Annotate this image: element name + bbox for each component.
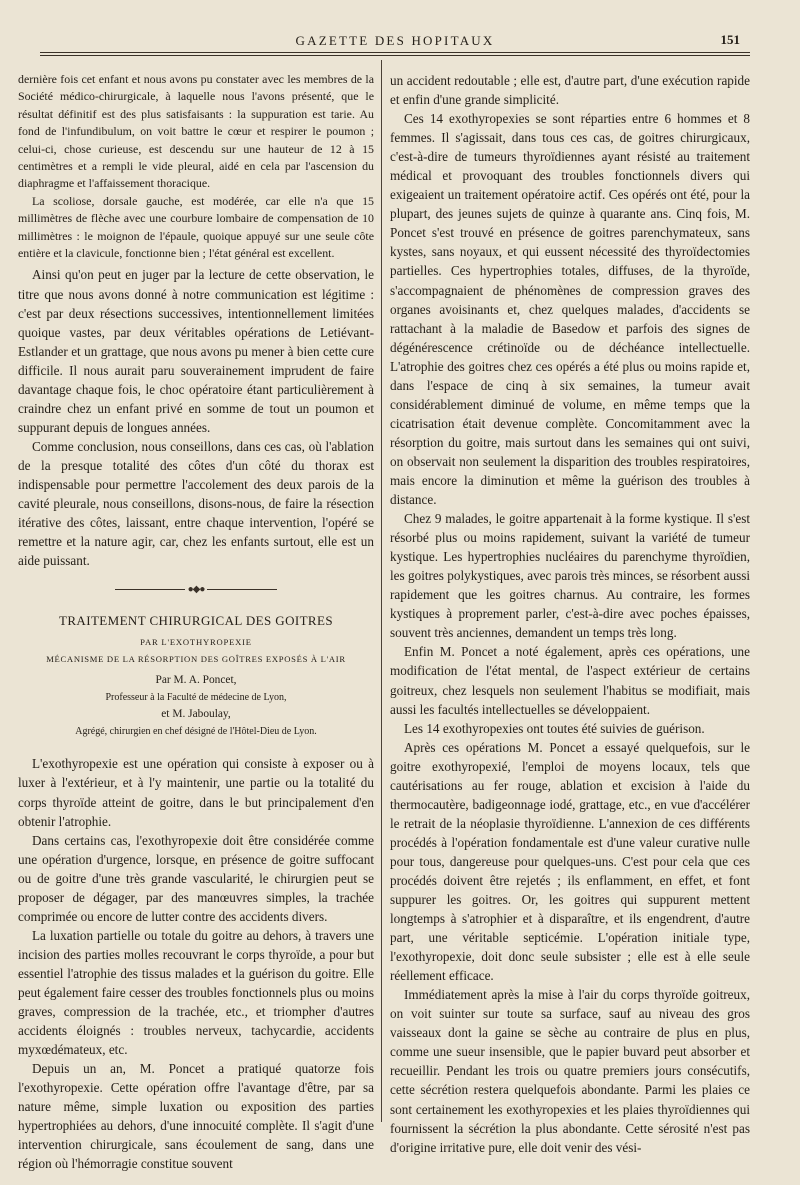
paragraph: Enfin M. Poncet a noté également, après ces opérations, une modification de l'état mental, de l'aspect extérieur de certains goitreux, chez lesquels non seulement l'habitus se modifiait, mais aussi les facultés intellectuelles se développaient. [390, 644, 750, 717]
right-column [390, 71, 750, 1157]
header-rule [40, 52, 750, 53]
paragraph: Depuis un an, M. Poncet a pratiqué quatorze fois l'exothyropexie. Cette opération offre l'avantage d'être, par sa nature même, simple luxation ou exposition des parties hypertrophiées au dehors, d'une innocuité complète. Il s'agit d'une intervention chirurgicale, sans écoulement de sang, dans une région où l'hémorragie constitue souvent [18, 1061, 374, 1172]
paragraph: Après ces opérations M. Poncet a essayé quelquefois, sur le goitre exothyropexié, l'emploi de moyens locaux, tels que cautérisations au fer rouge, ablation et excision à l'aide du thermocautère, badigeonnage iodé, grattage, etc., en vue d'accélérer le retrait de la néoplasie thyroïdienne. L'annexion de ces différents procédés à l'opération fondamentale est d'une valeur curative nulle pour tous, dangereuse pour quelques-uns. C'est pour cela que ces procédés doivent être rejetés ; ils enflamment, en effet, et font suppurer les goitres. Or, les goitres qui suppurent mettent longtemps à s'atrophier et à disparaître, et ils engendrent, d'autre part, une véritable septicémie. L'opération initiale type, l'exothyropexie, doit donc seule subsister ; elle est à elle seule réellement efficace. [390, 739, 750, 984]
author-affiliation: Agrégé, chirurgien en chef désigné de l'Hôtel-Dieu de Lyon. [75, 726, 317, 738]
paragraph: La luxation partielle ou totale du goitre au dehors, à travers une incision des parties molles recouvrant le corps thyroïde, a pour but essentiel l'atrophie des tissus malades et la guérison du goitre. Elle peut également faire cesser des troubles fonctionnels plus ou moins graves, compression de la trachée, etc., et triompher d'autres accidents éloignés : troubles nerveux, tachycardie, accidents myxœdémateux, etc. [18, 927, 374, 1058]
paragraph: Immédiatement après la mise à l'air du corps thyroïde goitreux, on voit suinter sur toute sa surface, sauf au niveau des gros vaisseaux dont la gaine se sèche au contraire de plus en plus, comme une sueur insensible, que le papier buvard peut absorber et recueillir. Pendant les trois ou quatre premiers jours consécutifs, cette sécrétion restera quelquefois abondante. Parmi les plaies ce sont certainement les exothyropexies et les plaies thyroïdiennes qui fournissent la sécrétion la plus abondante. Cette sérosité n'est pas d'origine irritative pure, elle doit venir des vési- [390, 987, 750, 1155]
journal-title: GAZETTE DES HOPITAUX [295, 33, 495, 48]
article-subtitle-2: MÉCANISME DE LA RÉSORPTION DES GOÎTRES EXPOSÉS À L'AIR [46, 654, 346, 665]
paragraph: dernière fois cet enfant et nous avons pu constater avec les membres de la Société médico-chirurgicale, à laquelle nous l'avons présenté, que le résultat définitif est des plus satisfaisants : la suppuration est tarie. Au fond de l'infundibulum, on voit battre le cœur et respirer le poumon ; celui-ci, chose curieuse, est descendu sur une hauteur de 12 à 15 centimètres et a rempli le vide pleural, aidé en cela par l'ascension du diaphragme et l'affaissement thoracique. [18, 72, 374, 191]
paragraph: Dans certains cas, l'exothyropexie doit être considérée comme une opération d'urgence, lorsque, en présence de goitre suffocant ou de goitre d'une très grande vascularité, le chirurgien peut se proposer de dégager, par des manœuvres simples, la trachée comprimée ou encore de lutter contre des accidents divers. [18, 832, 374, 924]
paragraph: La scoliose, dorsale gauche, est modérée, car elle n'a que 15 millimètres de flèche avec une courbure lombaire de compensation de 10 millimètres : le moignon de l'épaule, quoique appuyé sur une seule côte entière et la clavicule, fonctionne bien ; l'état général est excellent. [18, 193, 374, 261]
author-name: Par M. A. Poncet, [155, 674, 237, 687]
header-rule-double [40, 55, 750, 56]
author-affiliation: Professeur à la Faculté de médecine de Lyon, [105, 692, 287, 704]
left-column [18, 71, 374, 1173]
paragraph: Les 14 exothyropexies ont toutes été suivies de guérison. [404, 720, 705, 736]
author-name: et M. Jaboulay, [161, 708, 231, 721]
paragraph: Comme conclusion, nous conseillons, dans ces cas, où l'ablation de la presque totalité des côtes d'un côté du thorax est indispensable pour permettre l'accolement des deux parois de la cavité pleurale, nous conseillons, disons-nous, de faire la résection itérative des côtes, laissant, entre chaque intervention, l'opéré se remettre et la nature agir, car, chez les enfants surtout, elle est un aide puissant. [18, 438, 374, 569]
article-title: TRAITEMENT CHIRURGICAL DES GOITRES [59, 613, 333, 629]
page-number: 151 [720, 32, 740, 47]
paragraph: L'exothyropexie est une opération qui consiste à exposer ou à luxer à l'extérieur, et à l'y maintenir, une partie ou la totalité du corps thyroïde atteint de goitre, dans le but principalement d'en obtenir l'atrophie. [18, 756, 374, 829]
paragraph: un accident redoutable ; elle est, d'autre part, d'une exécution rapide et enfin d'une grande simplicité. [390, 73, 750, 108]
column-separator [381, 60, 382, 1122]
paragraph: Ainsi qu'on peut en juger par la lecture de cette observation, le titre que nous avons donné à notre communication est légitime : c'est par deux résections successives, intentionnellement limitées quoique vastes, par deux véritables opérations de Letiévant-Estlander et un grattage, que nous avons pu mener à bien cette cure difficile. Il nous aurait paru souverainement imprudent de faire davantage chaque fois, le choc opératoire étant particulièrement à craindre chez un enfant privé en somme de tout un poumon et suppurant depuis de longues années. [18, 267, 374, 435]
section-divider: ●◆● [18, 584, 374, 595]
paragraph: Chez 9 malades, le goitre appartenait à la forme kystique. Il s'est résorbé plus ou moins rapidement, suivant la variété de tumeur kystique. Les hypertrophies nucléaires du parenchyme thyroïdien, les goitres polykystiques, avec parois très minces, se résorbent aussi rapidement que les goitres charnus. Au contraire, les formes kystiques à proprement parler, c'est-à-dire avec poches épaisses, souvent très anciennes, demandent un temps très long. [390, 511, 750, 641]
author-block [18, 672, 374, 740]
page-header [40, 30, 750, 52]
article-subtitle: PAR L'EXOTHYROPEXIE [140, 637, 252, 648]
paragraph: Ces 14 exothyropexies se sont réparties entre 6 hommes et 8 femmes. Il s'agissait, dans tous ces cas, de goitres chirurgicaux, c'est-à-dire de tumeurs thyroïdiennes ayant résisté au traitement médical et provoquant des troubles fonctionnels divers qui exigeaient un traitement opératoire actif. Ces opérés ont été, pour la plupart, des jeunes sujets de quinze à quarante ans. Cinq fois, M. Poncet s'est trouvé en présence de goitres parenchymateux, sans kystes, sans noyaux, et qui eussent nécessité des thyroïdectomies partielles. Ces hypertrophies totales, diffuses, de la thyroïde, s'accompagnaient de phénomènes de compression graves des organes avoisinants et, chez quelques malades, d'accidents se rattachant à la maladie de Basedow et parfois des signes de dégénérescence crétinoïde ou de déchéance intellectuelle. L'atrophie des goitres chez ces opérés a été plus ou moins rapide et, dans l'espace de cinq à six semaines, la tumeur avait considérablement diminué de volume, en même temps que la cicatrisation était devenue complète. Concomitamment avec la résorption du goitre, mais surtout dans les semaines qui ont suivi, on observait non seulement la disparition des troubles respiratoires, mais encore la diminution et même la guérison des troubles à distance. [390, 111, 750, 508]
